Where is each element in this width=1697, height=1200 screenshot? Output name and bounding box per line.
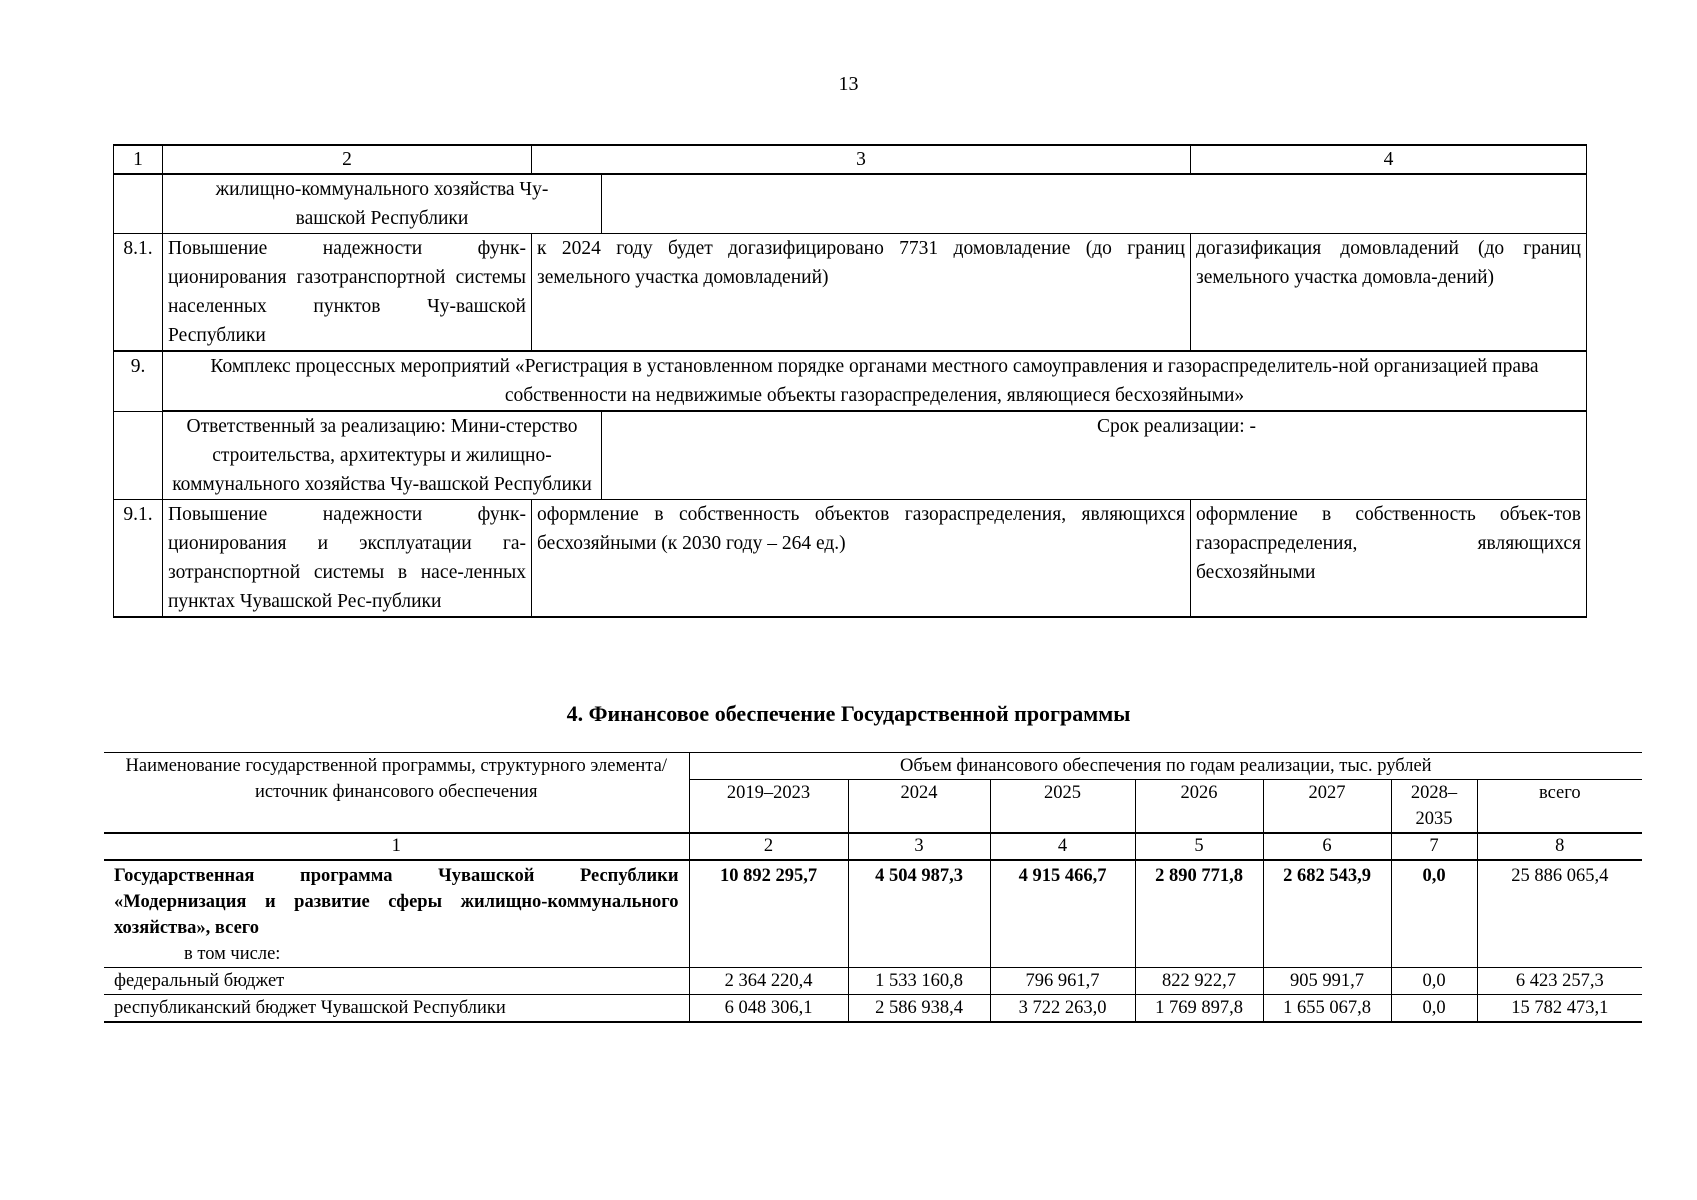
- year-header: 2025: [990, 780, 1135, 834]
- table-row: [114, 351, 1587, 411]
- column-number: 2: [689, 833, 848, 860]
- empty-cell: [602, 174, 1587, 234]
- column-number: 7: [1391, 833, 1477, 860]
- column-number: 1: [104, 833, 689, 860]
- header-cell: 1: [114, 145, 163, 174]
- activity-name: Повышение надежности функ-ционирования и эксплуатации га-зотранспортной системы в насе-ленных пунктах Чувашской Рес-публики: [163, 500, 532, 618]
- page-number: 13: [838, 73, 859, 95]
- table-row: [104, 860, 1642, 968]
- complex-title: Комплекс процессных мероприятий «Регистрация в установленном порядке органами местного самоуправления и газораспределитель-ной организацией права собственности на недвижимые объекты газораспределения, являющиеся бесхозяйными»: [163, 351, 1587, 411]
- activity-indicator: догазификация домовладений (до границ земельного участка домовла-дений): [1191, 234, 1587, 352]
- header-cell: 2: [163, 145, 532, 174]
- table-row: [104, 995, 1642, 1023]
- year-header: 2024: [848, 780, 990, 834]
- value-cell: 905 991,7: [1263, 968, 1391, 995]
- activity-result: оформление в собственность объектов газораспределения, являющихся бесхозяйными (к 2030 году – 264 ед.): [532, 500, 1191, 618]
- source-name: республиканский бюджет Чувашской Республики: [104, 995, 689, 1023]
- value-cell: 0,0: [1391, 995, 1477, 1023]
- responsible-party: Ответственный за реализацию: Мини-стерство строительства, архитектуры и жилищно-коммунального хозяйства Чу-вашской Республики: [163, 411, 602, 500]
- year-header: 2026: [1135, 780, 1263, 834]
- column-number: 6: [1263, 833, 1391, 860]
- table-row: [114, 234, 1587, 352]
- name-column-header: Наименование государственной программы, структурного элемента/источник финансового обеспечения: [104, 753, 689, 834]
- value-cell: 822 922,7: [1135, 968, 1263, 995]
- table-row: [114, 500, 1587, 618]
- row-number: [114, 411, 163, 500]
- year-header: 2019–2023: [689, 780, 848, 834]
- value-cell: 796 961,7: [990, 968, 1135, 995]
- activity-indicator: оформление в собственность объек-тов газораспределения, являющихся бесхозяйными: [1191, 500, 1587, 618]
- column-number: 8: [1477, 833, 1642, 860]
- column-number: 4: [990, 833, 1135, 860]
- table-header-row: [114, 145, 1587, 174]
- value-cell: 3 722 263,0: [990, 995, 1135, 1023]
- value-cell: 10 892 295,7: [689, 860, 848, 968]
- financing-table: [104, 752, 1642, 1023]
- section-title: 4. Финансовое обеспечение Государственной программы: [566, 701, 1131, 726]
- value-cell: 6 048 306,1: [689, 995, 848, 1023]
- row-number: 9.: [114, 351, 163, 411]
- value-cell: 25 886 065,4: [1477, 860, 1642, 968]
- value-cell: 1 655 067,8: [1263, 995, 1391, 1023]
- value-cell: 2 890 771,8: [1135, 860, 1263, 968]
- value-cell: 1 769 897,8: [1135, 995, 1263, 1023]
- table-row: [114, 411, 1587, 500]
- table-row: [104, 968, 1642, 995]
- row-number: 8.1.: [114, 234, 163, 352]
- program-name: Государственная программа Чувашской Республики «Модернизация и развитие сферы жилищно-коммунального хозяйства», всего в том числе:: [104, 860, 689, 968]
- header-cell: 4: [1191, 145, 1587, 174]
- column-number: 5: [1135, 833, 1263, 860]
- year-header: всего: [1477, 780, 1642, 834]
- value-cell: 0,0: [1391, 968, 1477, 995]
- activity-result: к 2024 году будет догазифицировано 7731 домовладение (до границ земельного участка домовладений): [532, 234, 1191, 352]
- value-cell: 0,0: [1391, 860, 1477, 968]
- sub-label: в том числе:: [184, 944, 281, 964]
- value-cell: 6 423 257,3: [1477, 968, 1642, 995]
- implementation-term: Срок реализации: -: [602, 411, 1587, 500]
- value-cell: 4 915 466,7: [990, 860, 1135, 968]
- row-number: 9.1.: [114, 500, 163, 618]
- value-cell: 15 782 473,1: [1477, 995, 1642, 1023]
- source-name: федеральный бюджет: [104, 968, 689, 995]
- column-number-row: [104, 833, 1642, 860]
- value-cell: 2 586 938,4: [848, 995, 990, 1023]
- activities-table: [113, 144, 1587, 618]
- header-cell: 3: [532, 145, 1191, 174]
- value-cell: 4 504 987,3: [848, 860, 990, 968]
- year-header: 2027: [1263, 780, 1391, 834]
- activity-name: Повышение надежности функ-ционирования газотранспортной системы населенных пунктов Чу-вашской Республики: [163, 234, 532, 352]
- value-cell: 2 364 220,4: [689, 968, 848, 995]
- table-row: [114, 174, 1587, 234]
- column-number: 3: [848, 833, 990, 860]
- value-cell: 2 682 543,9: [1263, 860, 1391, 968]
- row-number: [114, 174, 163, 234]
- responsible-continuation: жилищно-коммунального хозяйства Чу- вашской Республики: [163, 174, 602, 234]
- financing-group-header: Объем финансового обеспечения по годам реализации, тыс. рублей: [689, 753, 1642, 780]
- value-cell: 1 533 160,8: [848, 968, 990, 995]
- table-header-row: [104, 753, 1642, 780]
- year-header: 2028–2035: [1391, 780, 1477, 834]
